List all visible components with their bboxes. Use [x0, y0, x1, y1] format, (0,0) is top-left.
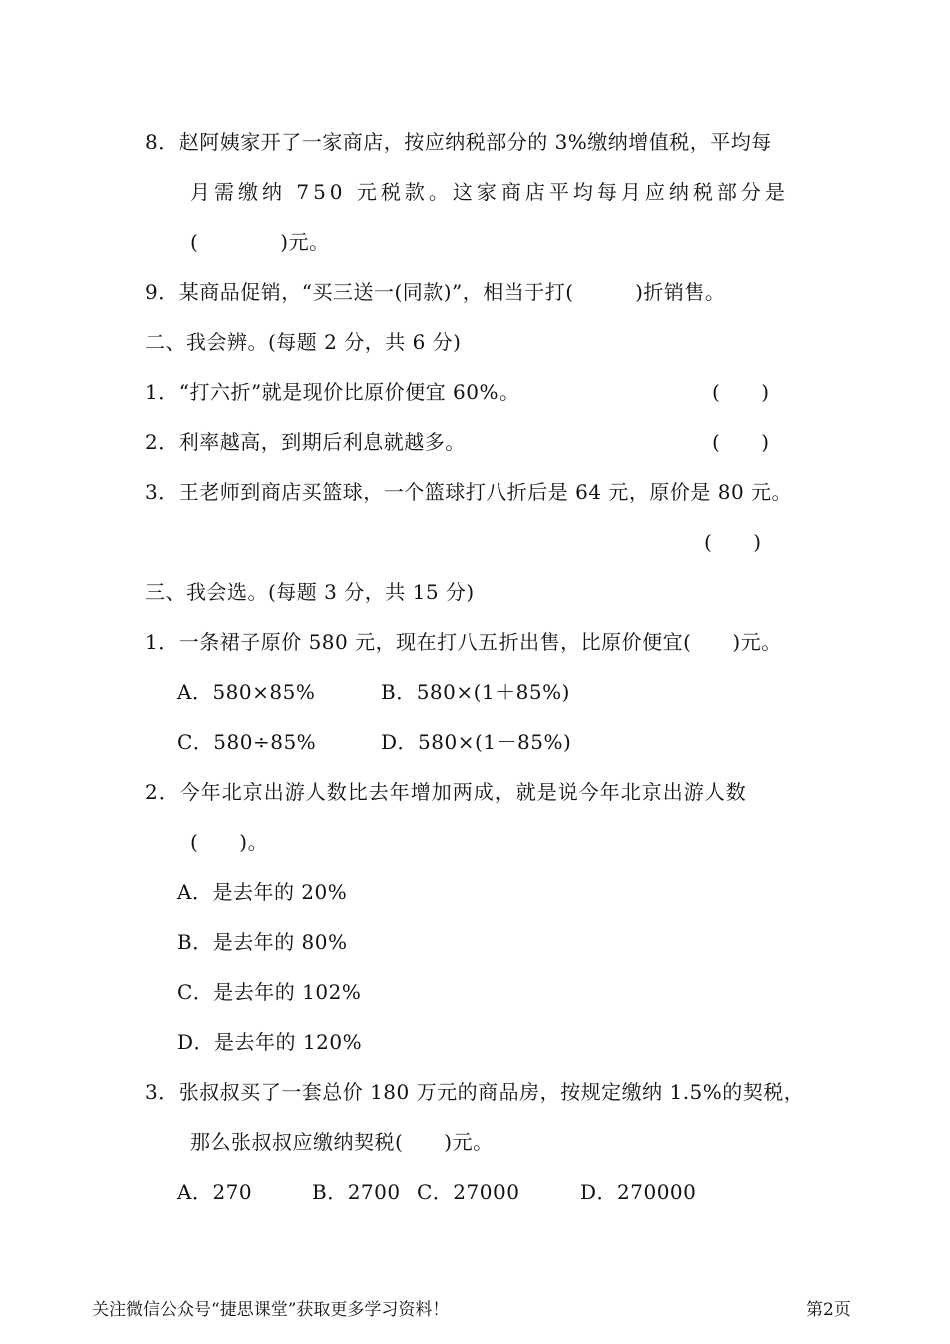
judge-item-2 — [145, 428, 770, 456]
choice-3-option-a: A．270 — [177, 1180, 253, 1204]
choice-1-option-d: D．580×(1－85%) — [381, 730, 572, 754]
choice-2-option-c: C．是去年的 102% — [177, 980, 362, 1004]
question-8-line-2: 月需缴纳 750 元税款。这家商店平均每月应纳税部分是 — [190, 180, 789, 204]
choice-question-1: 1．一条裙子原价 580 元，现在打八五折出售，比原价便宜( )元。 — [145, 630, 782, 654]
judge-item-2-text: 2．利率越高，到期后利息就越多。 — [145, 430, 466, 454]
judge-item-3-blank: ( ) — [704, 530, 762, 554]
choice-question-2-line-2: ( )。 — [190, 830, 269, 854]
judge-item-3-text: 3．王老师到商店买篮球，一个篮球打八折后是 64 元，原价是 80 元。 — [145, 480, 793, 504]
choice-question-3-line-1: 3．张叔叔买了一套总价 180 万元的商品房，按规定缴纳 1.5%的契税， — [145, 1080, 805, 1104]
choice-1-option-a: A．580×85% — [177, 680, 316, 704]
choice-2-option-d: D．是去年的 120% — [177, 1030, 363, 1054]
judge-item-1-text: 1．“打六折”就是现价比原价便宜 60%。 — [145, 380, 520, 404]
choice-2-option-a: A．是去年的 20% — [177, 880, 348, 904]
choice-question-3-line-2: 那么张叔叔应缴纳契税( )元。 — [190, 1130, 494, 1154]
choice-3-option-b: B．2700 — [312, 1180, 401, 1204]
judge-item-2-blank: ( ) — [712, 430, 770, 454]
section-2-title: 二、我会辨。(每题 2 分，共 6 分) — [145, 330, 462, 354]
choice-3-option-c: C．27000 — [417, 1180, 520, 1204]
page-number: 第2页 — [806, 1300, 851, 1320]
choice-2-option-b: B．是去年的 80% — [177, 930, 348, 954]
judge-item-1-blank: ( ) — [712, 380, 770, 404]
question-9: 9．某商品促销，“买三送一(同款)”，相当于打( )折销售。 — [145, 280, 726, 304]
choice-1-option-b: B．580×(1＋85%) — [381, 680, 570, 704]
choice-1-option-c: C．580÷85% — [177, 730, 317, 754]
footer-promo: 关注微信公众号“捷思课堂”获取更多学习资料！ — [92, 1300, 450, 1320]
question-8-line-1: 8．赵阿姨家开了一家商店，按应纳税部分的 3%缴纳增值税，平均每 — [145, 130, 772, 154]
section-3-title: 三、我会选。(每题 3 分，共 15 分) — [145, 580, 475, 604]
question-8-line-3: ( )元。 — [190, 230, 330, 254]
choice-3-option-d: D．270000 — [580, 1180, 697, 1204]
choice-question-2-line-1: 2．今年北京出游人数比去年增加两成，就是说今年北京出游人数 — [145, 780, 747, 804]
judge-item-1 — [145, 378, 770, 406]
